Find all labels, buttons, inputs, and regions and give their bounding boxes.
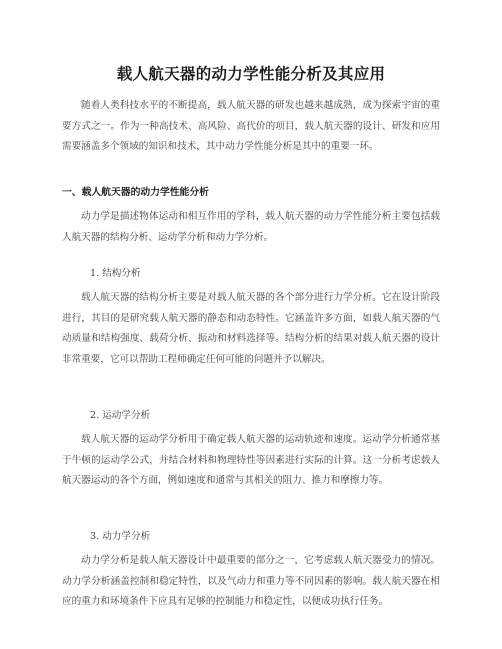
subsection-label-structure: 1. 结构分析 [90,268,141,279]
subsection-text-structure: 载人航天器的结构分析主要是对载人航天器的各个部分进行力学分析。它在设计阶段进行，其目的是研究载人航天器的静态和动态特性。它涵盖许多方面，如载人航天器的气动质量和结构强度、载荷分析、振动和材料选择等。结构分析的结果对载人航天器的设计非常重要，它可以帮助工程师确定任何可能的问题并予以解决。 [62,292,440,365]
subsection-text-kinematics: 载人航天器的运动学分析用于确定载人航天器的运动轨迹和速度。运动学分析通常基于牛顿的运动学公式，并结合材料和物理特性等因素进行实际的计算。这一分析考虑载人航天器运动的各个方面，例如速度和通常与其相关的阻力、推力和摩擦力等。 [62,434,440,486]
intro-paragraph: 随着人类科技水平的不断提高，载人航天器的研发也越来越成熟，成为探索宇宙的重要方式之一。作为一种高技术、高风险、高代价的项目，载人航天器的设计、研发和应用需要涵盖多个领域的知识和技术，其中动力学性能分析是其中的重要一环。 [62,100,440,152]
section-heading: 一、载人航天器的动力学性能分析 [62,187,209,198]
section-intro-paragraph: 动力学是描述物体运动和相互作用的学科，载人航天器的动力学性能分析主要包括载人航天器的结构分析、运动学分析和动力学分析。 [62,211,440,243]
subsection-label-dynamics: 3. 动力学分析 [90,531,151,542]
document-title: 载人航天器的动力学性能分析及其应用 [116,65,386,83]
subsection-text-dynamics: 动力学分析是载人航天器设计中最重要的部分之一，它考虑载人航天器受力的情况。动力学分析涵盖控制和稳定特性，以及气动力和重力等不同因素的影响。载人航天器在相应的重力和环境条件下应具有足够的控制能力和稳定性，以便成功执行任务。 [62,555,440,607]
subsection-label-kinematics: 2. 运动学分析 [90,410,151,421]
